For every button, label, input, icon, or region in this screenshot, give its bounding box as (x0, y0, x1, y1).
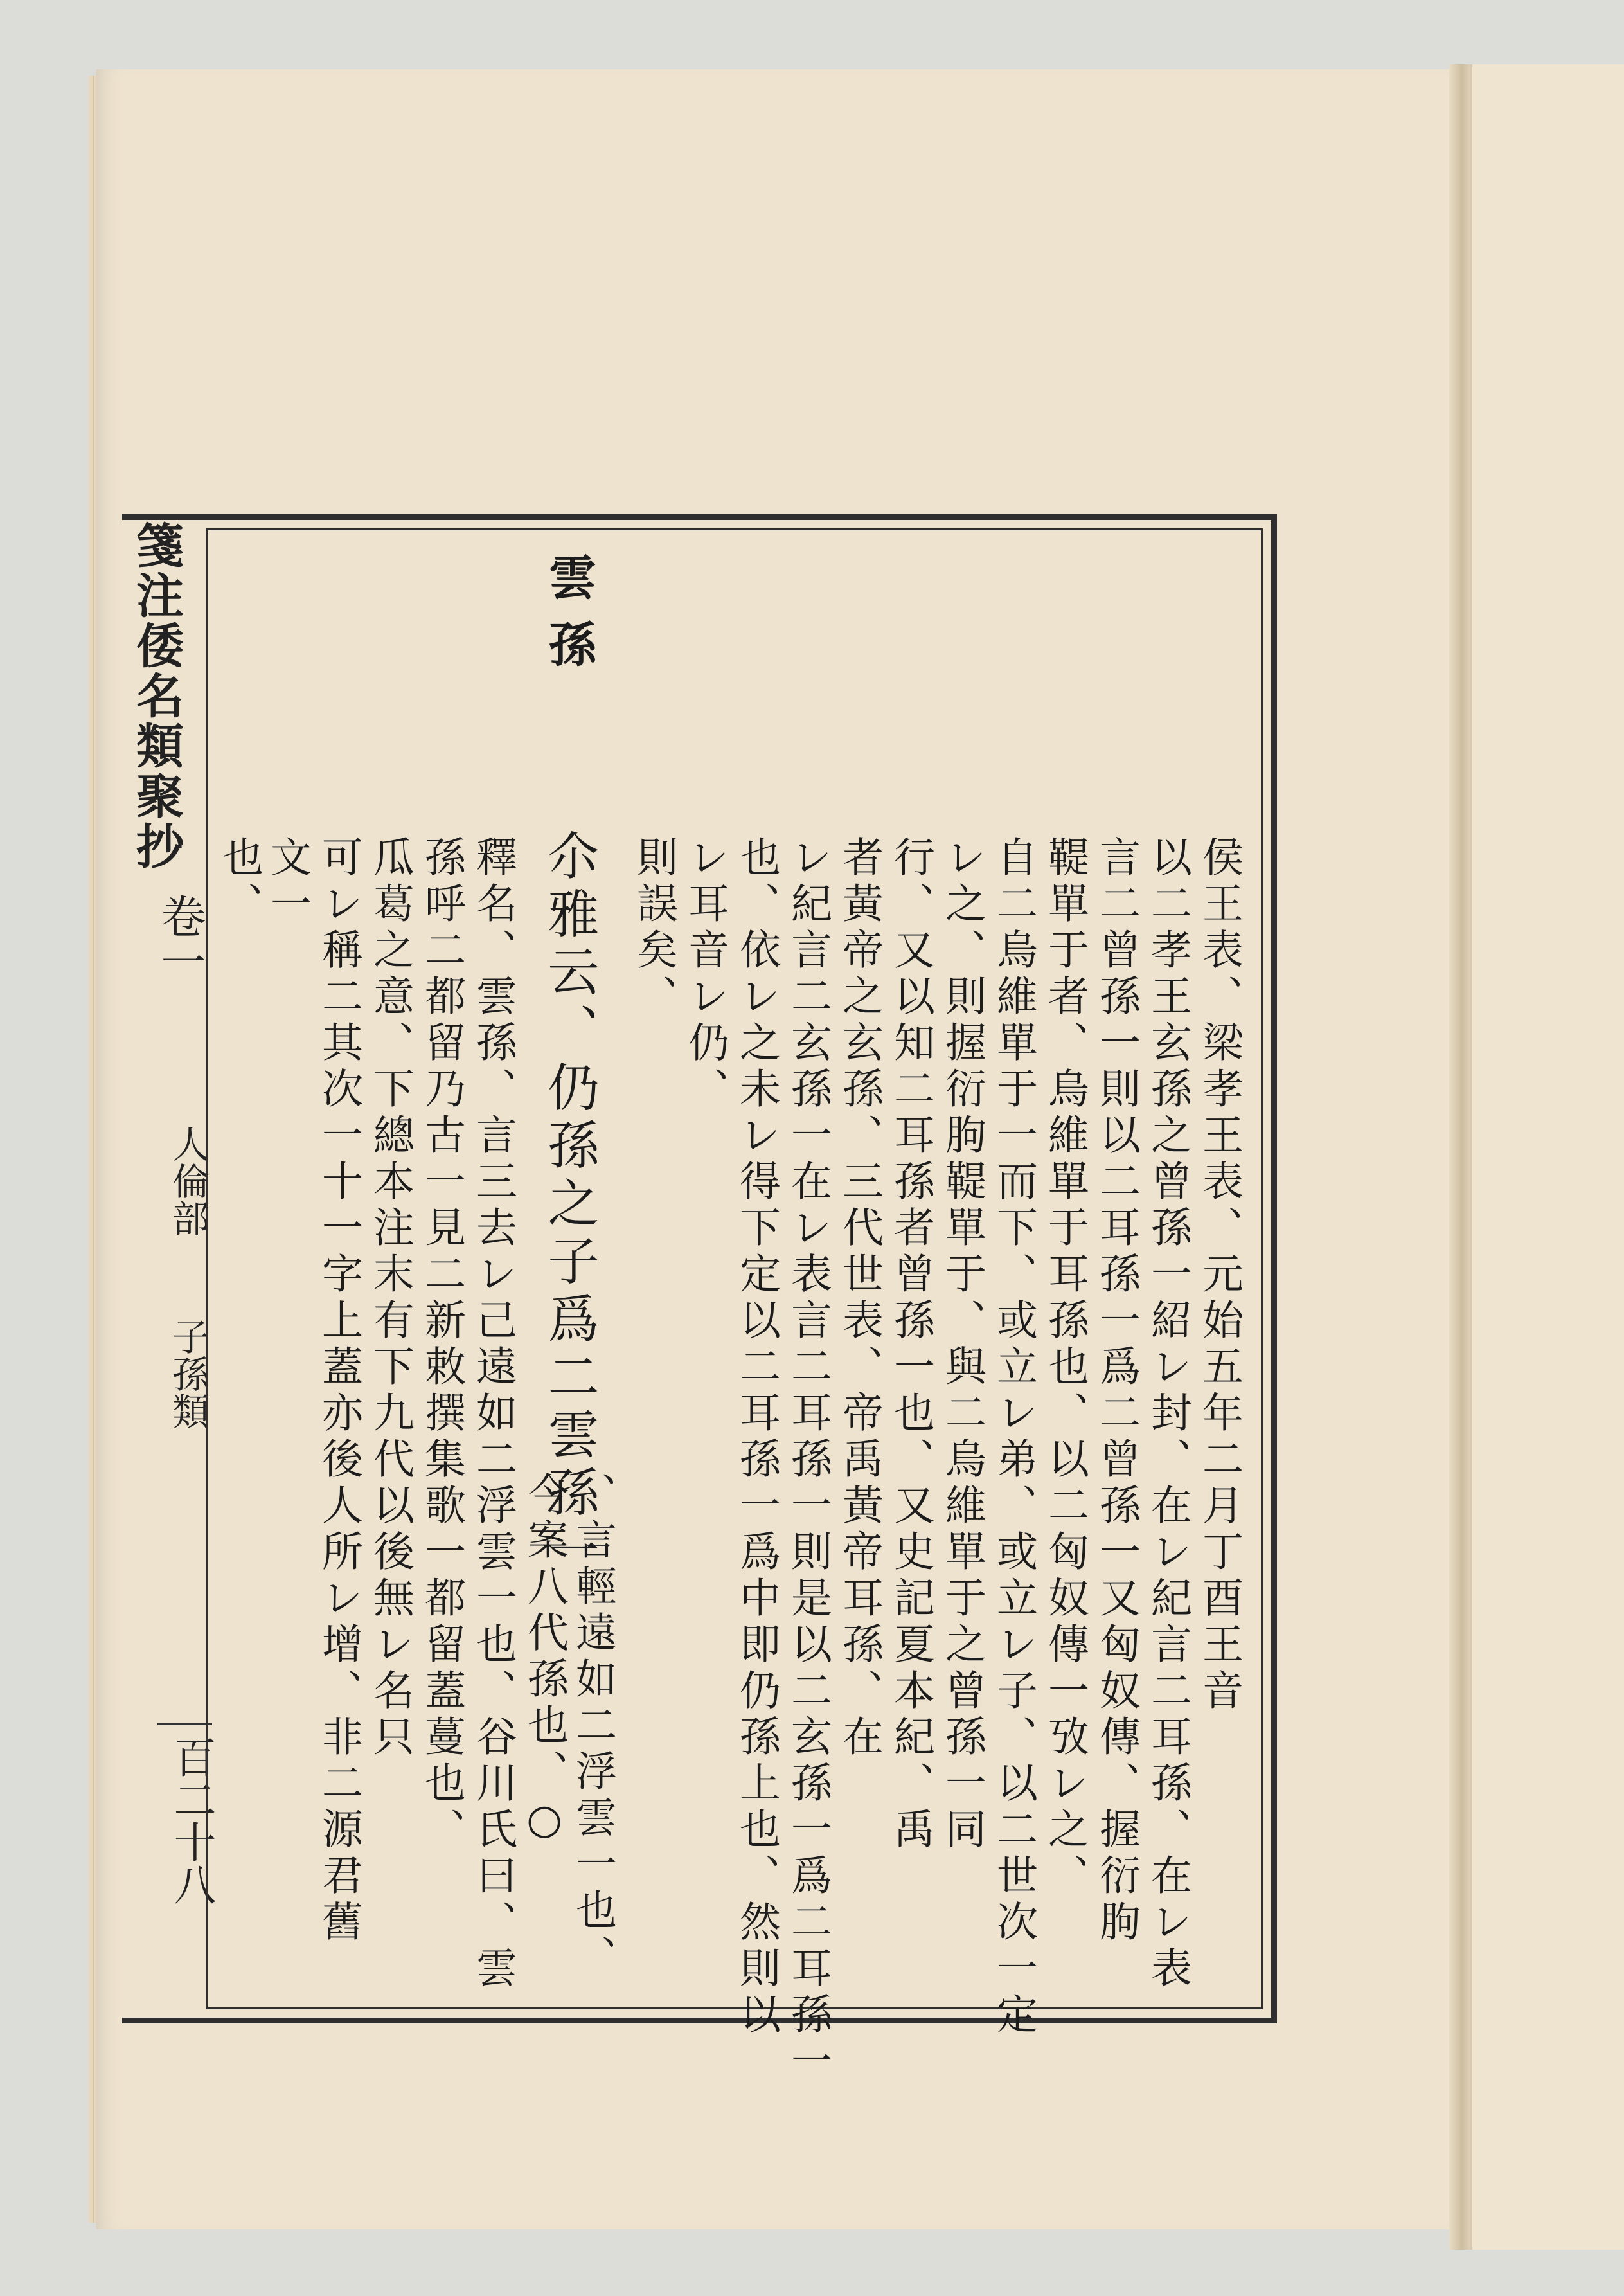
section-label: 人倫部 (166, 1125, 210, 1237)
book-title: 箋注倭名類聚抄 (129, 521, 184, 872)
page-number: 百二十八 (166, 1735, 216, 1905)
entry-heading: 雲孫 (541, 553, 596, 686)
note-inline-text: 今案八代孫也、○ (521, 1472, 568, 1849)
text-column-9: レ紀言二玄孫一在レ表言二耳孫一則是以二玄孫一爲二耳孫一 (784, 836, 832, 2085)
text-column-2: 以二孝王玄孫之曾孫一紹レ封、在レ紀言二耳孫、在レ表 (1144, 836, 1191, 1993)
text-column-1: 侯王表、梁孝王表、元始五年二月丁酉王音 (1195, 836, 1243, 1715)
note-inline (521, 1472, 568, 1849)
note-column-4: 可レ稱二其次一十一字上蓋亦後人所レ增、非二源君舊 (315, 836, 362, 1946)
note-column-5: 文一 (263, 836, 311, 928)
volume-label: 卷一 (154, 893, 206, 983)
note-column-1: 釋名、雲孫、言三去レ己遠如二浮雲一也、谷川氏曰、雲 (469, 836, 517, 1993)
text-column-12: 則誤矣、 (630, 836, 677, 1021)
text-column-5: 自二烏維單于一而下、或立レ弟、或立レ子、以二世次一定 (990, 836, 1037, 2039)
facing-page (1470, 64, 1624, 2250)
text-column-4: 鞮單于者、烏維單于耳孫也、以二匈奴傳一攷レ之、 (1041, 836, 1089, 1900)
category-label: 子孫類 (166, 1318, 210, 1430)
entry-main-text: 尒雅云、仍孫之子爲二雲孫一 (539, 829, 599, 1581)
text-column-8: 者黃帝之玄孫、三代世表、帝禹黃帝耳孫、在 (835, 836, 883, 1761)
text-column-7: 行、又以知二耳孫者曾孫一也、又史記夏本紀、禹 (887, 836, 934, 1854)
note-column-2: 孫呼二都留乃古一見二新敕撰集歌一都留蓋蔓也、 (418, 836, 465, 1854)
text-column-10: 也、依レ之未レ得下定以二耳孫一爲中即仍孫上也、然則以 (733, 836, 780, 2039)
text-column-3: 言二曾孫一則以二耳孫一爲二曾孫一又匈奴傳、握衍朐 (1093, 836, 1140, 1946)
note-column-3: 瓜葛之意、下總本注末有下九代以後無レ名只 (366, 836, 414, 1761)
text-column-6: レ之、則握衍朐鞮單于、與二烏維單于之曾孫一同 (938, 836, 986, 1854)
text-column-11: レ耳音レ仍、 (681, 836, 729, 1113)
note-column-6: 也、 (215, 836, 263, 928)
entry-annotation: 、言輕遠如二浮雲一也、 (569, 1472, 616, 1981)
